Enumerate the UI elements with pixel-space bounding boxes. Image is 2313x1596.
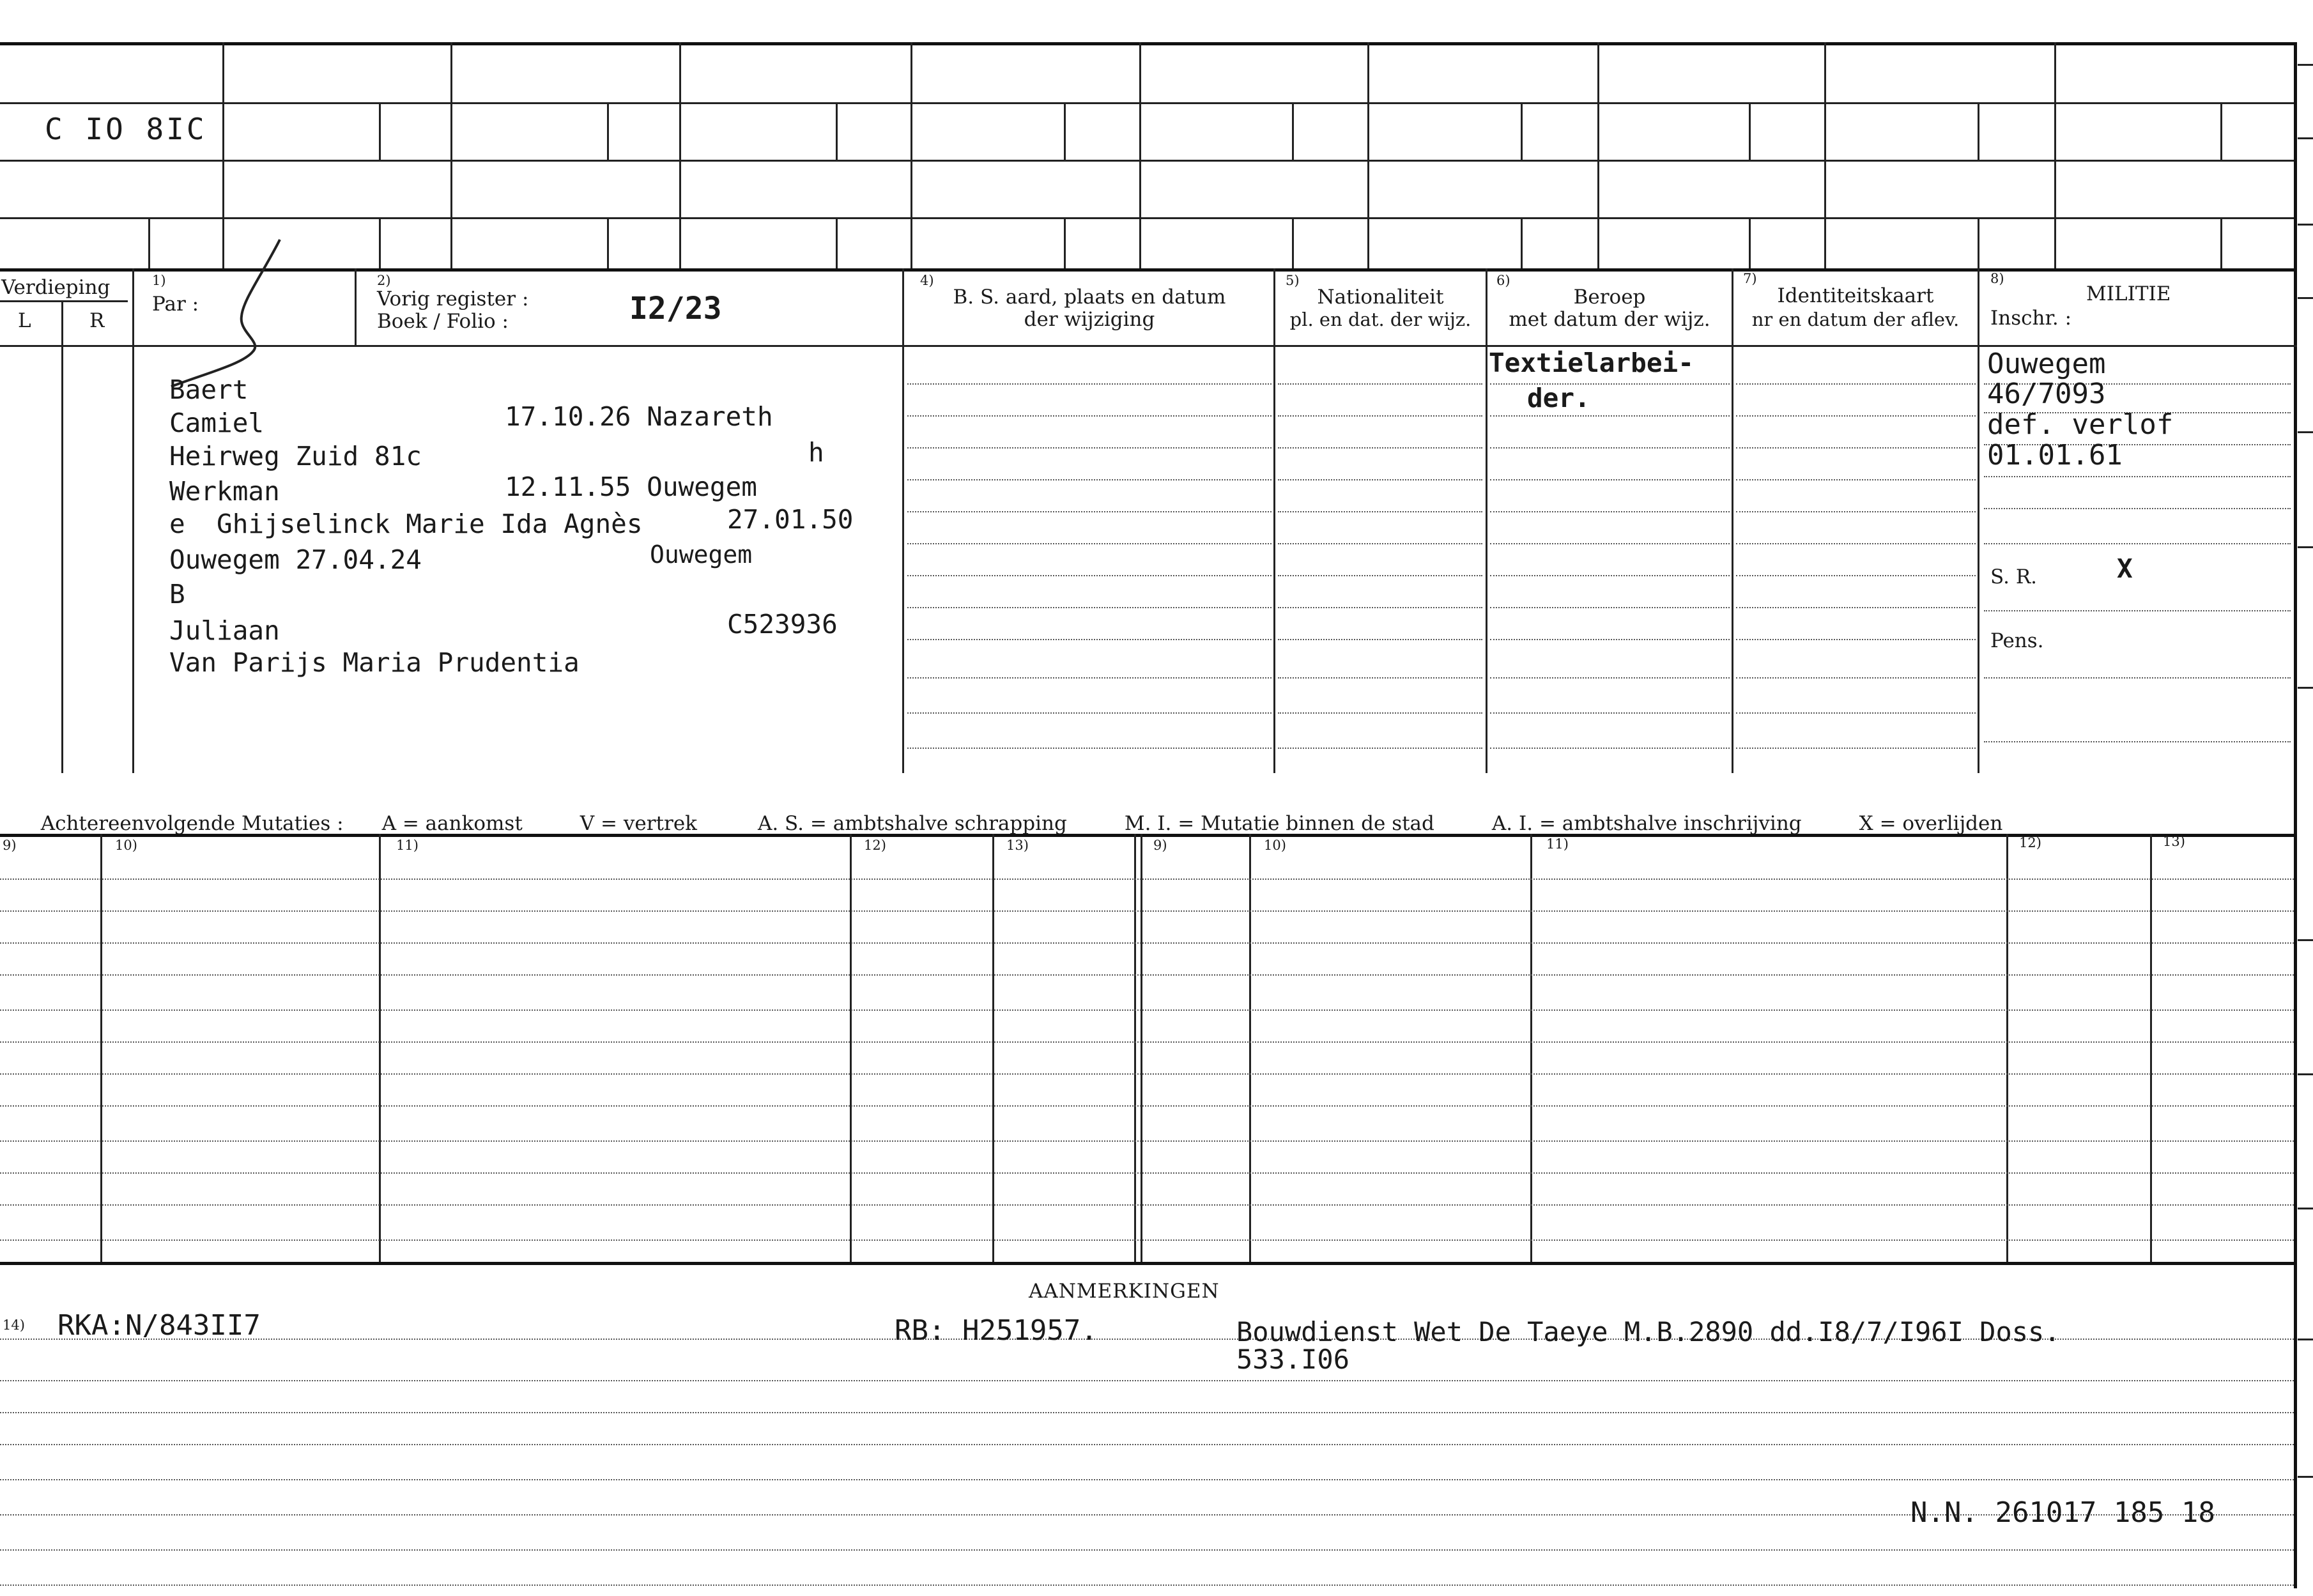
mut-col-13b: 13)	[2163, 834, 2185, 849]
birth: 17.10.26 Nazareth	[505, 401, 773, 432]
surname: Baert	[169, 374, 249, 405]
mutaties-legend	[28, 789, 2002, 835]
militie-line4: 01.01.61	[1987, 439, 2123, 472]
col-num-8: 8)	[1990, 271, 2004, 286]
mut-col-11b: 11)	[1546, 836, 1569, 852]
father: Juliaan	[169, 615, 280, 646]
b-mark: B	[169, 579, 185, 610]
rb-note: RB: H251957.	[895, 1314, 1098, 1347]
militie-line3: def. verlof	[1987, 408, 2174, 441]
nat-header-2: pl. en dat. der wijz.	[1289, 309, 1472, 330]
mut-col-10a: 10)	[115, 838, 137, 853]
militie-header: MILITIE	[2086, 282, 2171, 305]
r-label: R	[89, 309, 105, 332]
sr-value: X	[2117, 553, 2133, 584]
mut-col-12b: 12)	[2019, 835, 2041, 850]
col-num-6: 6)	[1496, 273, 1510, 288]
occupation-date: 12.11.55 Ouwegem	[505, 472, 757, 502]
legend-as: A. S. = ambtshalve schrapping	[757, 812, 1067, 835]
l-label: L	[18, 309, 31, 332]
id-header-2: nr en datum der aflev.	[1751, 309, 1960, 330]
nn-number: N.N. 261017 185 18	[1910, 1496, 2215, 1529]
legend-v: V = vertrek	[580, 812, 697, 835]
verdieping-label: Verdieping	[1, 276, 111, 299]
militie-line1: Ouwegem	[1987, 348, 2106, 380]
col-num-5: 5)	[1286, 273, 1300, 288]
aanmerkingen-num: 14)	[3, 1317, 25, 1333]
register-code: C IO 8IC	[45, 112, 207, 146]
firstname: Camiel	[169, 408, 265, 438]
legend-x: X = overlijden	[1859, 812, 2003, 835]
boek-folio-label: Boek / Folio :	[377, 310, 509, 333]
col-num-1: 1)	[152, 273, 166, 288]
militie-line2: 46/7093	[1987, 378, 2106, 410]
marriage-place: Ouwegem	[650, 541, 753, 569]
col-num-7: 7)	[1743, 271, 1757, 286]
par-label: Par :	[152, 293, 199, 316]
vorig-register-label: Vorig register :	[377, 288, 529, 311]
mutaties-label: Achtereenvolgende Mutaties :	[40, 812, 344, 835]
par-signature	[166, 236, 281, 390]
mut-col-10b: 10)	[1264, 838, 1286, 853]
bs-header-2: der wijziging	[1024, 308, 1155, 331]
bouwdienst-note-2: 533.I06	[1236, 1344, 1350, 1375]
col-num-2: 2)	[377, 273, 391, 288]
address: Heirweg Zuid 81c	[169, 441, 422, 472]
id-header-1: Identiteitskaart	[1777, 284, 1934, 307]
inschr-label: Inschr. :	[1990, 307, 2072, 330]
aanmerkingen-title: AANMERKINGEN	[1029, 1280, 1220, 1303]
beroep-header-1: Beroep	[1573, 286, 1646, 309]
h-mark: h	[808, 437, 824, 468]
spouse: e Ghijselinck Marie Ida Agnès	[169, 509, 643, 539]
legend-a: A = aankomst	[381, 812, 523, 835]
beroep-header-2: met datum der wijz.	[1509, 308, 1710, 331]
mut-col-12a: 12)	[864, 838, 886, 853]
mut-col-13a: 13)	[1006, 838, 1029, 853]
legend-mi: M. I. = Mutatie binnen de stad	[1124, 812, 1434, 835]
beroep-line2: der.	[1527, 383, 1590, 413]
pens-label: Pens.	[1990, 629, 2044, 652]
bouwdienst-note-1: Bouwdienst Wet De Taeye M.B.2890 dd.I8/7/I96I Doss.	[1236, 1316, 2061, 1347]
boek-folio-value: I2/23	[629, 291, 722, 326]
col-num-4: 4)	[920, 273, 934, 288]
mut-col-11a: 11)	[396, 838, 419, 853]
id-number: C523936	[727, 609, 838, 640]
occupation: Werkman	[169, 476, 280, 507]
nat-header-1: Nationaliteit	[1317, 286, 1444, 309]
sr-label: S. R.	[1990, 565, 2038, 588]
mother: Van Parijs Maria Prudentia	[169, 647, 580, 678]
mut-col-9a: 9)	[3, 838, 17, 853]
marriage: Ouwegem 27.04.24	[169, 544, 422, 575]
spouse-date: 27.01.50	[727, 504, 854, 535]
bs-header-1: B. S. aard, plaats en datum	[953, 286, 1226, 309]
beroep-line1: Textielarbei-	[1489, 348, 1694, 378]
legend-ai: A. I. = ambtshalve inschrijving	[1491, 812, 1802, 835]
mut-col-9b: 9)	[1153, 838, 1167, 853]
rka-note: RKA:N/843II7	[58, 1309, 261, 1342]
